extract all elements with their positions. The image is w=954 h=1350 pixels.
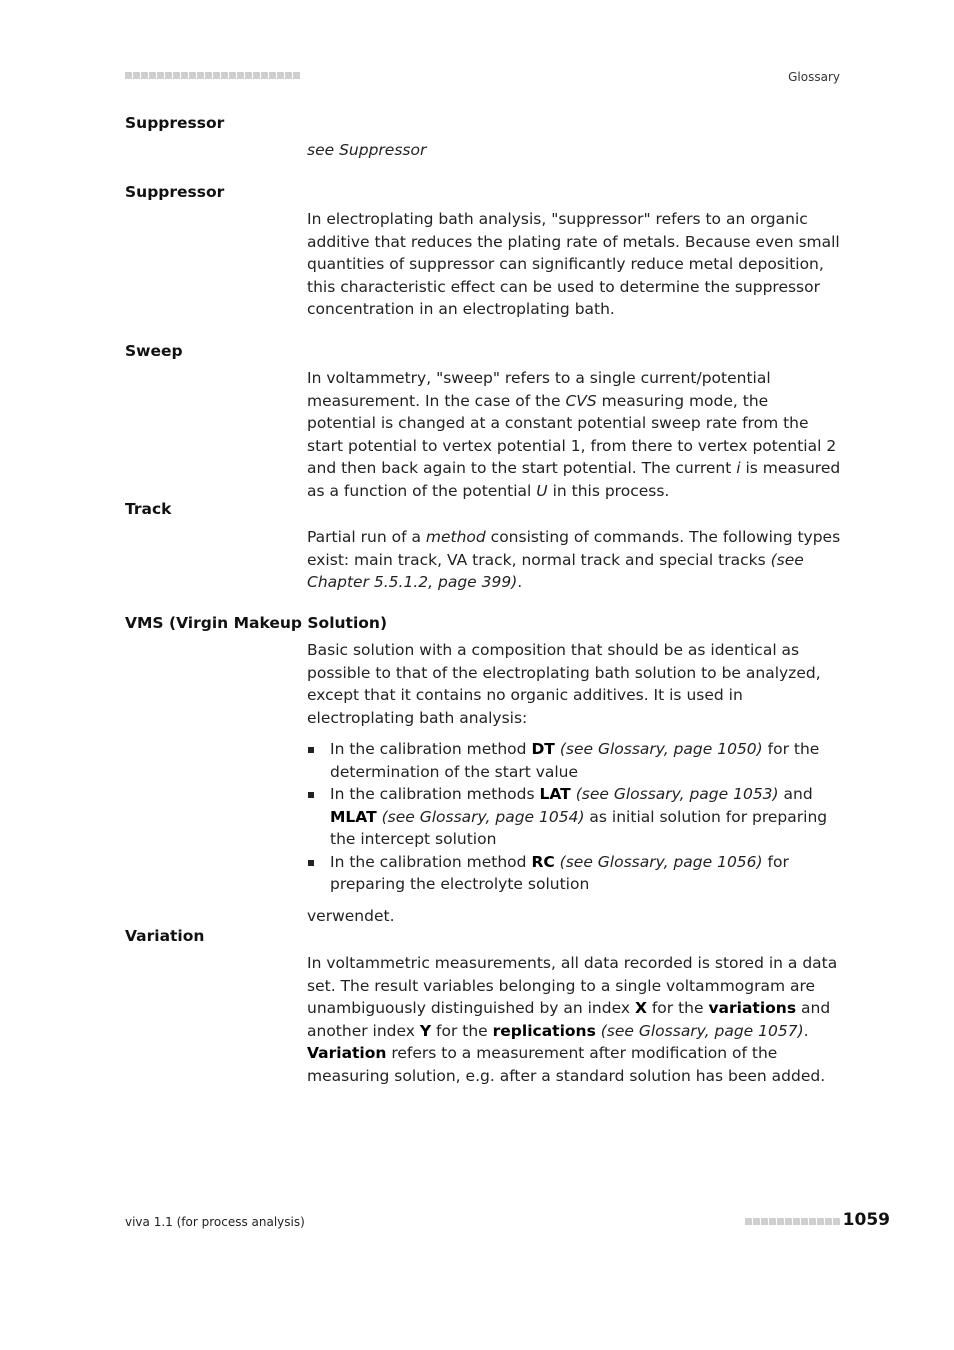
term-vms: VMS (Virgin Makeup Solution) (125, 614, 388, 632)
term-track: Track (125, 500, 172, 518)
list-item: In the calibration method RC (see Glossary, page 1056) for preparing the electrolyte solution (307, 851, 841, 896)
term-sweep: Sweep (125, 342, 183, 360)
cross-reference-link[interactable]: (see Glossary, page 1050) (554, 740, 763, 758)
header-decoration (125, 72, 300, 79)
list-item: In the calibration methods LAT (see Glossary, page 1053) and MLAT (see Glossary, page 1054) as initial solution for preparing the intercept solution (307, 783, 841, 851)
footer-decoration (745, 1218, 840, 1225)
cross-reference-link[interactable]: (see Glossary, page 1053) (570, 785, 779, 803)
definition-variation: In voltammetric measurements, all data recorded is stored in a data set. The result variables belonging to a single voltammogram are unambiguously distinguished by an index X for the variations and another index Y for the replications (see Glossary, page 1057). Variation refers to a measurement after modification of the measuring solution, e.g. after a standard solution has been added. (307, 954, 838, 1085)
term-suppressor: Suppressor (125, 183, 225, 201)
page-number: 1059 (842, 1210, 890, 1230)
footer-product: viva 1.1 (for process analysis) (125, 1215, 305, 1229)
definition-vms: Basic solution with a composition that should be as identical as possible to that of the electroplating bath solution to be analyzed, except that it contains no organic additives. It is used in electroplating bath analysis: In the calibration method DT (see Glossary, page 1050) for the determination of the start value In the calibration methods LAT (see Glossary, page 1053) and MLAT (see Glossary, page 1054) as initial solution for preparing the intercept solution In the calibration method RC (see Glossary, page 1056) for preparing the electrolyte solution verwendet. (307, 639, 841, 927)
term-variation: Variation (125, 927, 205, 945)
header-section-title: Glossary (788, 70, 840, 84)
definition-track: Partial run of a method consisting of commands. The following types exist: main track, VA track, normal track and special tracks (see Chapter 5.5.1.2, page 399). (307, 528, 841, 591)
bullet-list (307, 738, 841, 896)
list-item: In the calibration method DT (see Glossary, page 1050) for the determination of the start value (307, 738, 841, 783)
cross-reference-link[interactable]: (see Glossary, page 1054) (376, 807, 585, 826)
definition-suppressor-ref (307, 139, 841, 162)
definition-suppressor (307, 208, 841, 321)
cross-reference-link[interactable]: (see Glossary, page 1056) (554, 852, 763, 871)
term-suppressor-ref: Suppressor (125, 114, 225, 132)
definition-sweep: In voltammetry, "sweep" refers to a single current/potential measurement. In the case of the CVS measuring mode, the potential is changed at a constant potential sweep rate from the start potential to vertex potential 1, from there to vertex potential 2 and then back again to the start potential. The current i is measured as a function of the potential U in this process. (307, 369, 841, 500)
cross-reference-link[interactable]: see Suppressor (307, 141, 427, 159)
cross-reference-link[interactable]: (see Chapter 5.5.1.2, page 399) (307, 550, 804, 591)
definition-text: In electroplating bath analysis, "suppressor" refers to an organic additive that reduces the plating rate of metals. Because even small quantities of suppressor can significantly reduce metal deposition, this characteristic effect can be used to determine the suppressor concentration in an electroplating bath. (307, 210, 840, 318)
cross-reference-link[interactable]: (see Glossary, page 1057) (595, 1021, 804, 1040)
